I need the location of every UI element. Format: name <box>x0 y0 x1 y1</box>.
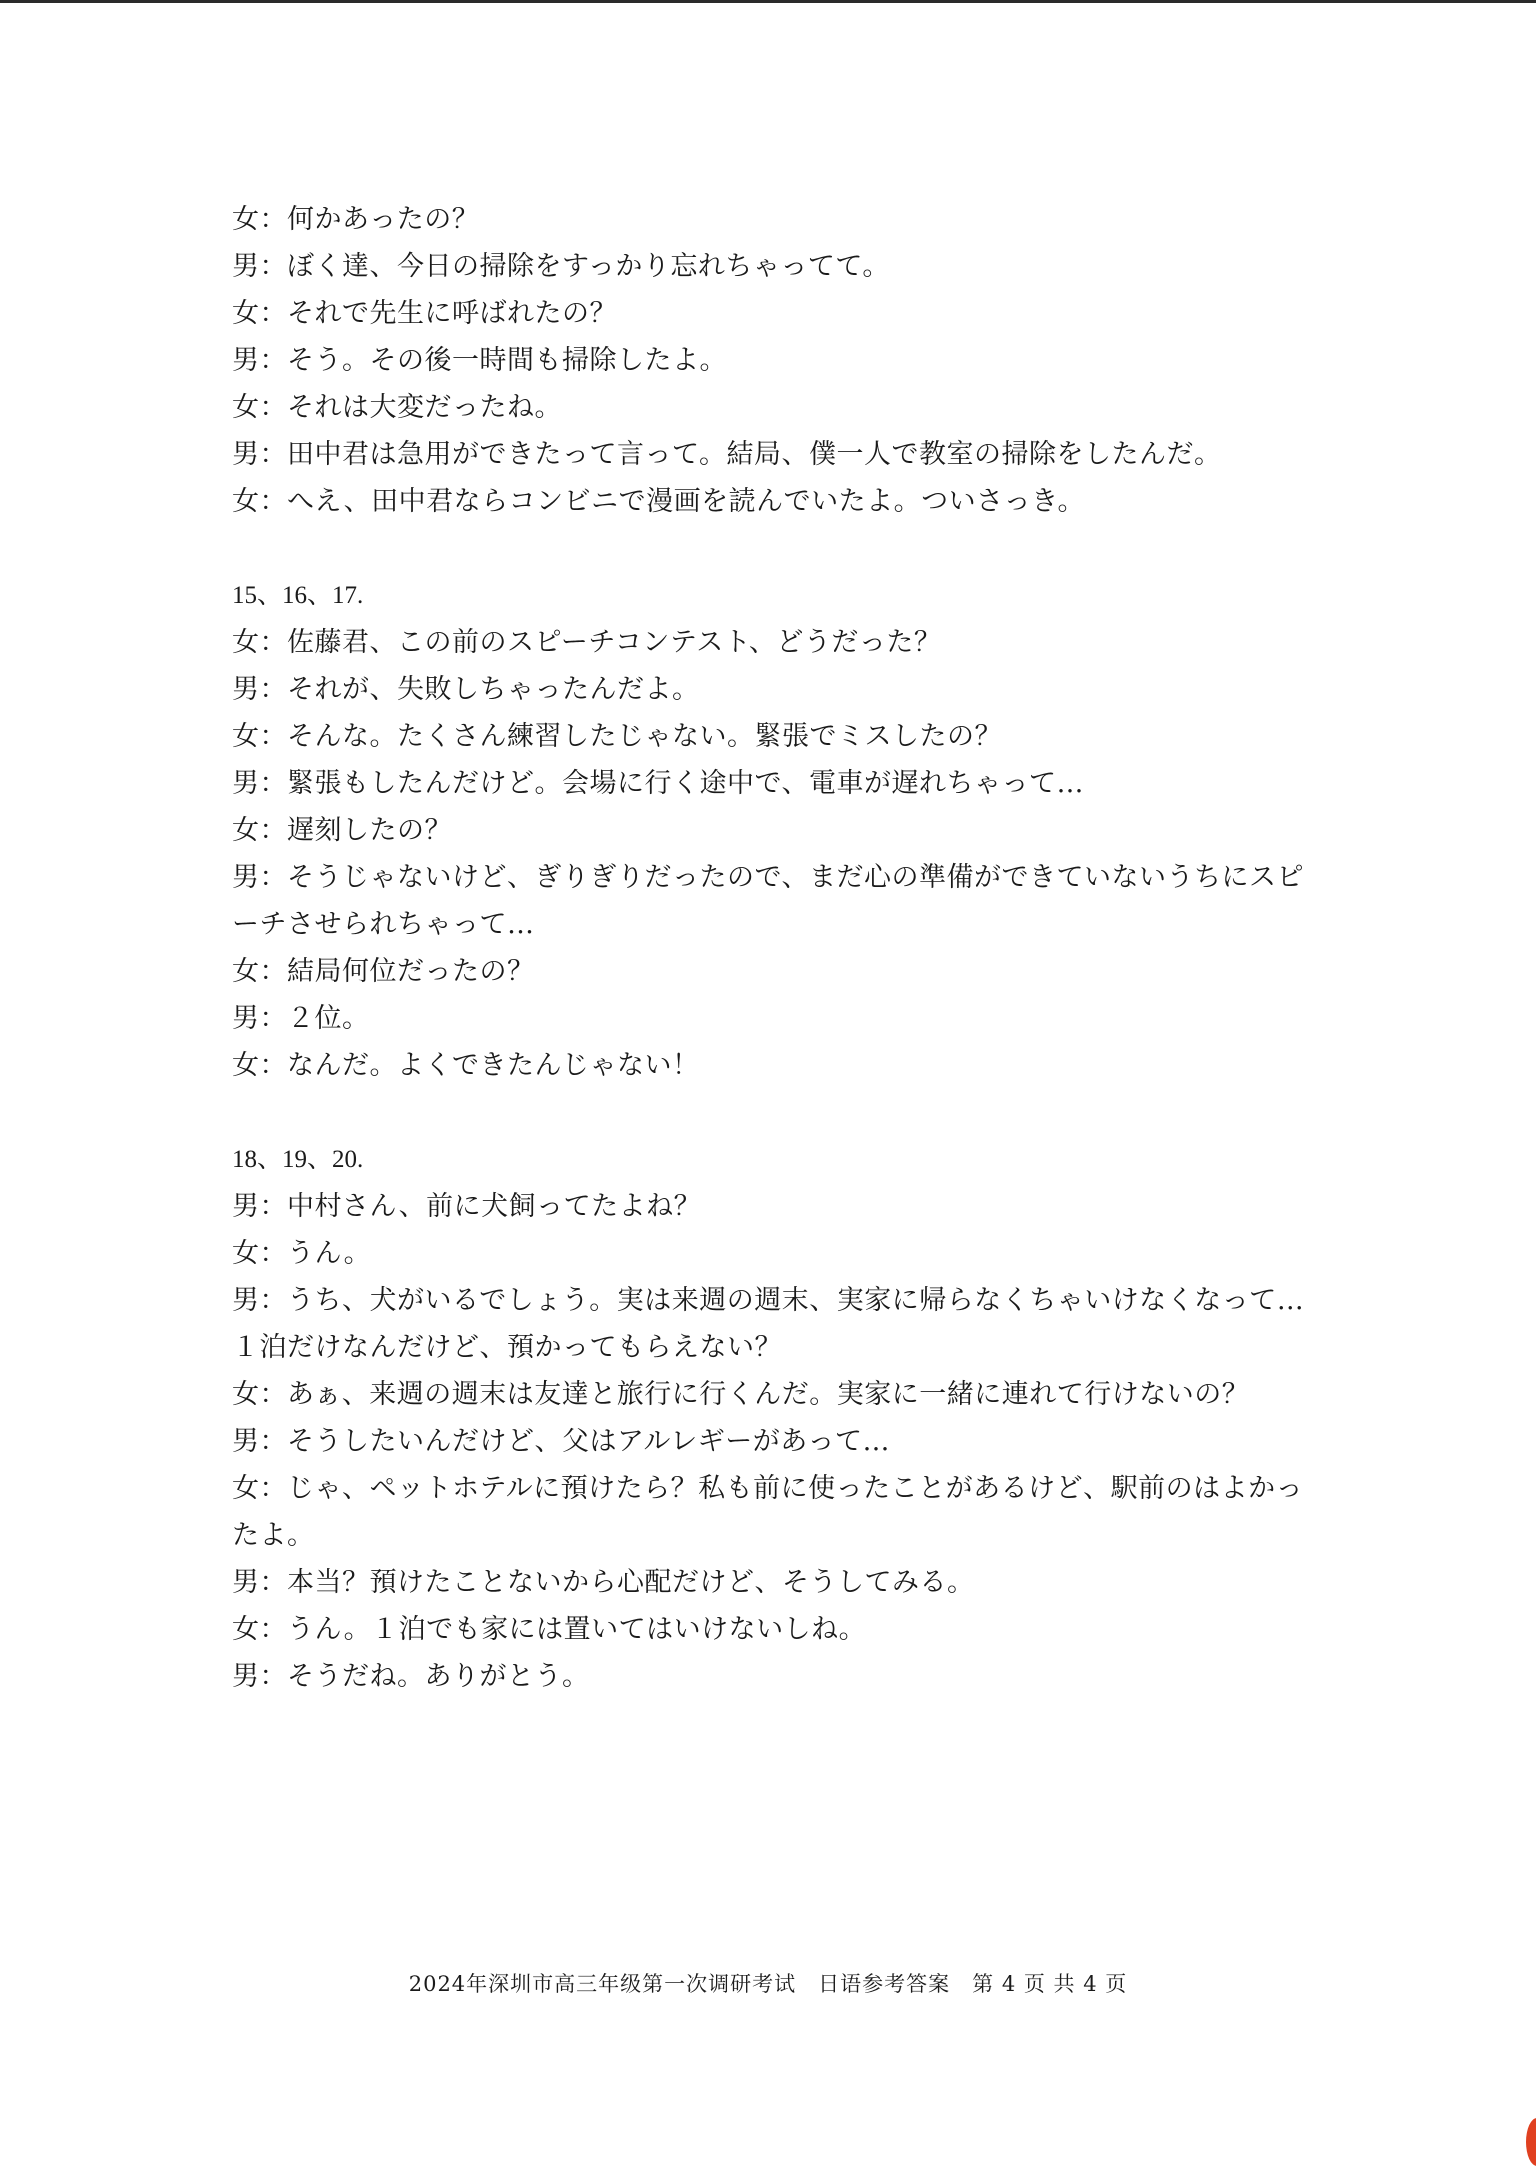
dialogue-line: 男：中村さん、前に犬飼ってたよね？ <box>232 1191 702 1222</box>
dialogue-line: 女：うん。１泊でも家には置いてはいけないしね。 <box>232 1614 867 1645</box>
dialogue-line: 女：なんだ。よくできたんじゃない！ <box>232 1050 700 1081</box>
section-number: 18、19、20. <box>232 1146 364 1173</box>
dialogue-line: 女：そんな。たくさん練習したじゃない。緊張でミスしたの？ <box>232 721 1002 752</box>
dialogue-line: 女：へえ、田中君ならコンビニで漫画を読んでいたよ。ついさっき。 <box>232 486 1086 517</box>
dialogue-line: 男：うち、犬がいるでしょう。実は来週の週末、実家に帰らなくちゃいけなくなって…１泊だけなんだけど、預かってもらえない？ <box>232 1285 1305 1363</box>
dialogue-line: 男：２位。 <box>232 1003 370 1034</box>
dialogue-line: 女：遅刻したの？ <box>232 815 452 846</box>
dialogue-line: 女：じゃ、ペットホテルに預けたら？私も前に使ったことがあるけど、駅前のはよかったよ。 <box>232 1473 1304 1551</box>
top-border-rule <box>0 0 1536 3</box>
dialogue-line: 女：佐藤君、この前のスピーチコンテスト、どうだった？ <box>232 627 942 658</box>
page-footer: 2024年深圳市高三年级第一次调研考试 日语参考答案 第 4 页 共 4 页 <box>408 1972 1128 1996</box>
section-number: 15、16、17. <box>232 582 364 609</box>
dialogue-line: 女：あぁ、来週の週末は友達と旅行に行くんだ。実家に一緒に連れて行けないの？ <box>232 1379 1250 1410</box>
dialogue-line: 男：それが、失敗しちゃったんだよ。 <box>232 674 700 705</box>
dialogue-line: 男：そうしたいんだけど、父はアルレギーがあって… <box>232 1426 890 1457</box>
dialogue-content <box>232 196 1322 1700</box>
dialogue-line: 女：それは大変だったね。 <box>232 392 562 423</box>
dialogue-line: 男：そうじゃないけど、ぎりぎりだったので、まだ心の準備ができていないうちにスピーチさせられちゃって… <box>232 862 1304 940</box>
dialogue-line: 男：そうだね。ありがとう。 <box>232 1661 590 1692</box>
edge-stamp-mark <box>1526 2118 1536 2166</box>
dialogue-line: 男：そう。その後一時間も掃除したよ。 <box>232 345 727 376</box>
dialogue-line: 男：ぼく達、今日の掃除をすっかり忘れちゃってて。 <box>232 251 890 282</box>
dialogue-section-1 <box>232 196 1322 525</box>
dialogue-line: 男：本当？預けたことないから心配だけど、そうしてみる。 <box>232 1567 975 1598</box>
dialogue-section-18-20 <box>232 1136 1322 1700</box>
dialogue-line: 男：緊張もしたんだけど。会場に行く途中で、電車が遅れちゃって… <box>232 768 1084 799</box>
dialogue-line: 女：結局何位だったの？ <box>232 956 535 987</box>
dialogue-line: 女：何かあったの？ <box>232 204 480 235</box>
dialogue-line: 女：うん。 <box>232 1238 372 1269</box>
dialogue-line: 女：それで先生に呼ばれたの？ <box>232 298 617 329</box>
dialogue-section-15-17 <box>232 572 1322 1089</box>
dialogue-line: 男：田中君は急用ができたって言って。結局、僕一人で教室の掃除をしたんだ。 <box>232 439 1222 470</box>
